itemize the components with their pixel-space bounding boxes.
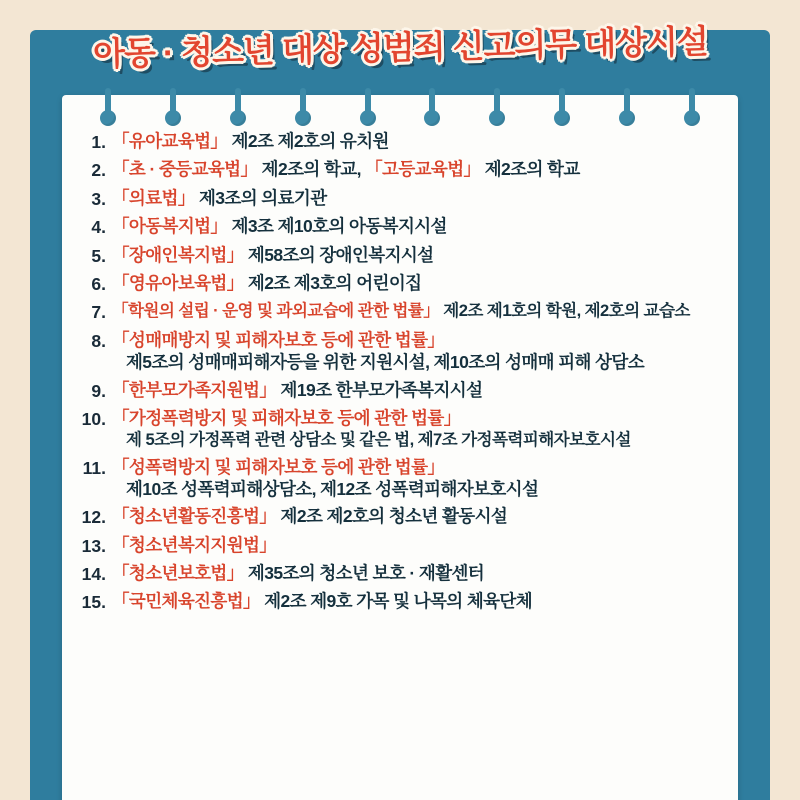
list-item-number: 10.	[81, 408, 106, 429]
clause-text: 제5조의 성매매피해자등을 위한 지원시설, 제10조의 성매매 피해 상담소	[126, 352, 645, 373]
list-item-line	[112, 215, 728, 237]
list-item-line	[112, 329, 728, 351]
list-item-body	[112, 272, 728, 294]
list-item-body	[112, 187, 728, 209]
list-item-number: 15.	[81, 592, 106, 613]
law-reference: 「국민체육진흥법」	[112, 591, 260, 612]
clause-text: 제2조 제9호 가목 및 나목의 체육단체	[259, 591, 533, 612]
list-item-body	[112, 379, 728, 401]
list-item-continuation-line	[112, 429, 728, 450]
law-reference: 「한부모가족지원법」	[112, 379, 277, 400]
list-item	[74, 379, 728, 402]
list-item	[74, 505, 728, 528]
clause-text: 제3조의 의료기관	[194, 187, 327, 208]
notification-facility-list	[62, 126, 738, 800]
list-item-number: 8.	[91, 330, 106, 351]
list-item-number: 13.	[81, 535, 106, 556]
clause-text: 제 5조의 가정폭력 관련 상담소 및 같은 법, 제7조 가정폭력피해자보호시설	[126, 430, 631, 450]
list-item-body	[112, 505, 728, 527]
law-reference: 「성매매방지 및 피해자보호 등에 관한 법률」	[112, 329, 445, 350]
law-reference: 「초 · 중등교육법」	[112, 159, 258, 180]
list-item-line	[112, 187, 728, 209]
list-item-number: 3.	[91, 188, 106, 209]
list-item	[74, 456, 728, 501]
list-item	[74, 244, 728, 267]
law-reference: 「학원의 설립 · 운영 및 과외교습에 관한 법률」	[112, 301, 440, 321]
list-item	[74, 272, 728, 295]
list-item-line	[112, 590, 728, 612]
list-item-body	[112, 590, 728, 612]
list-item-line	[112, 244, 728, 266]
law-reference: 「청소년활동진흥법」	[112, 506, 277, 527]
list-item	[74, 590, 728, 613]
law-reference: 「청소년복지지원법」	[112, 534, 277, 555]
list-item-line	[112, 130, 728, 152]
list-item	[74, 407, 728, 451]
list-item-body	[112, 130, 728, 152]
list-item-number: 14.	[81, 564, 106, 585]
list-item-body	[112, 562, 728, 584]
law-reference: 「성폭력방지 및 피해자보호 등에 관한 법률」	[112, 456, 445, 477]
law-reference: 「가정폭력방지 및 피해자보호 등에 관한 법률」	[112, 407, 461, 428]
list-item-body	[112, 407, 728, 451]
list-item-line	[112, 300, 728, 321]
law-reference: 「유아교육법」	[112, 131, 228, 151]
clause-text: 제2조 제2호의 청소년 활동시설	[276, 506, 508, 527]
law-reference: 「장애인복지법」	[112, 244, 244, 265]
list-item	[74, 187, 728, 210]
clause-text: 제2조의 학교	[480, 159, 580, 180]
list-item-body	[112, 300, 728, 321]
list-item-number: 12.	[81, 507, 106, 528]
clause-text: 제10조 성폭력피해상담소, 제12조 성폭력피해자보호시설	[126, 478, 539, 499]
clause-text: 제2조 제1호의 학원, 제2호의 교습소	[439, 301, 690, 321]
list-item-body	[112, 215, 728, 237]
law-reference: 「의료법」	[112, 187, 195, 208]
clause-text: 제58조의 장애인복지시설	[243, 244, 434, 265]
clause-text: 제2조 제2호의 유치원	[227, 131, 389, 151]
list-item	[74, 130, 728, 153]
list-item	[74, 158, 728, 181]
list-item-line	[112, 158, 728, 180]
page-title: 아동 · 청소년 대상 성범죄 신고의무 대상시설	[92, 22, 708, 73]
clause-text: 제19조 한부모가족복지시설	[276, 379, 483, 400]
clause-text: 제3조 제10호의 아동복지시설	[227, 216, 447, 237]
list-item-line	[112, 534, 728, 556]
list-item-number: 4.	[91, 217, 106, 238]
list-item-number: 7.	[91, 302, 106, 323]
list-item-number: 6.	[91, 273, 106, 294]
list-item-continuation-line	[112, 351, 728, 373]
list-item-line	[112, 456, 728, 478]
list-item-continuation-line	[112, 478, 728, 500]
list-item	[74, 300, 728, 323]
law-reference: 「청소년보호법」	[112, 563, 244, 584]
list-item	[74, 215, 728, 238]
poster-title-container	[0, 22, 800, 73]
list-item-body	[112, 244, 728, 266]
list-item-line	[112, 505, 728, 527]
list-item-number: 9.	[91, 380, 106, 401]
list-item-line	[112, 562, 728, 584]
list-item-number: 2.	[91, 160, 106, 181]
list-item	[74, 329, 728, 374]
list-item-number: 11.	[82, 457, 106, 478]
law-reference: 「영유아보육법」	[112, 272, 244, 293]
list-item-number: 1.	[91, 132, 106, 152]
law-reference: 「아동복지법」	[112, 216, 228, 237]
list-item-line	[112, 407, 728, 429]
list-item-line	[112, 272, 728, 294]
clause-text: 제2조 제3호의 어린이집	[243, 272, 422, 293]
list-item-line	[112, 379, 728, 401]
list-item-number: 5.	[91, 245, 106, 266]
list-item	[74, 534, 728, 557]
list-item	[74, 562, 728, 585]
clause-text: 제35조의 청소년 보호 · 재활센터	[243, 563, 485, 584]
list-item-body	[112, 329, 728, 374]
list-item-body	[112, 456, 728, 501]
list-item-body	[112, 534, 728, 556]
law-reference: 「고등교육법」	[365, 159, 481, 180]
clause-text: 제2조의 학교,	[257, 159, 366, 180]
list-item-body	[112, 158, 728, 180]
